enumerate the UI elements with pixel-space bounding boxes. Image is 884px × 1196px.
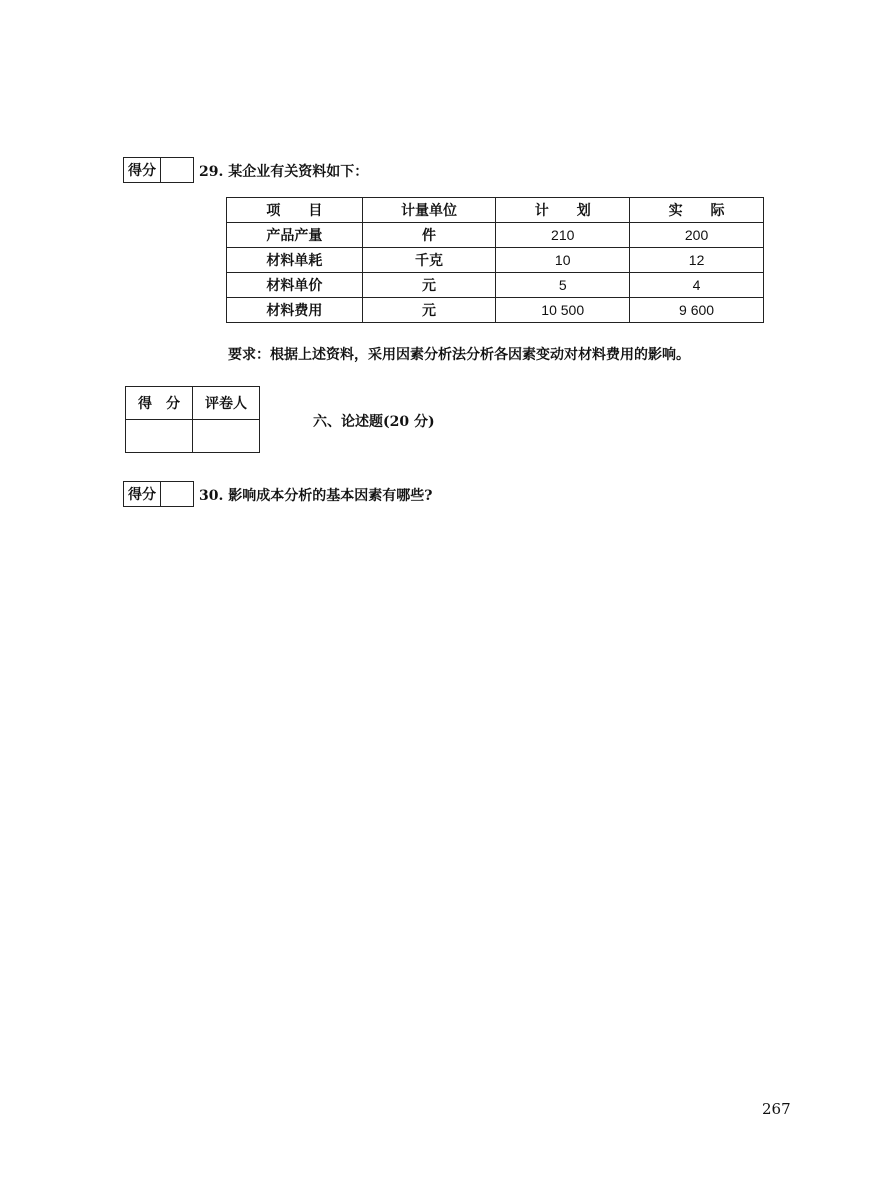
row-unit: 元 bbox=[362, 273, 495, 298]
row-actual: 200 bbox=[630, 223, 764, 248]
q29-requirement: 要求：根据上述资料，采用因素分析法分析各因素变动对材料费用的影响。 bbox=[228, 347, 690, 363]
row-actual: 9 600 bbox=[630, 298, 764, 323]
grader-score-blank bbox=[126, 420, 193, 453]
header-plan: 计 划 bbox=[496, 198, 630, 223]
header-actual: 实 际 bbox=[630, 198, 764, 223]
row-label: 产品产量 bbox=[227, 223, 363, 248]
table-row bbox=[227, 273, 764, 298]
row-label: 材料单价 bbox=[227, 273, 363, 298]
row-plan: 10 500 bbox=[496, 298, 630, 323]
row-plan: 5 bbox=[496, 273, 630, 298]
table-row bbox=[227, 223, 764, 248]
row-plan: 10 bbox=[496, 248, 630, 273]
q29-score-box bbox=[123, 157, 194, 183]
table-row bbox=[227, 298, 764, 323]
header-item: 项 目 bbox=[227, 198, 363, 223]
grader-name-blank bbox=[193, 420, 260, 453]
q29-score-label: 得分 bbox=[124, 158, 161, 182]
row-unit: 千克 bbox=[362, 248, 495, 273]
section-title: 六、论述题(20 分) bbox=[313, 414, 435, 430]
row-unit: 件 bbox=[362, 223, 495, 248]
q30-text: 30. 影响成本分析的基本因素有哪些? bbox=[199, 488, 433, 504]
row-actual: 12 bbox=[630, 248, 764, 273]
table-row bbox=[227, 248, 764, 273]
grader-name-header: 评卷人 bbox=[193, 387, 260, 420]
header-unit: 计量单位 bbox=[362, 198, 495, 223]
grader-box bbox=[125, 386, 260, 453]
grader-score-header: 得 分 bbox=[126, 387, 193, 420]
row-label: 材料费用 bbox=[227, 298, 363, 323]
table-header-row bbox=[227, 198, 764, 223]
q30-score-blank bbox=[161, 482, 193, 506]
row-plan: 210 bbox=[496, 223, 630, 248]
q29-score-blank bbox=[161, 158, 193, 182]
q30-score-label: 得分 bbox=[124, 482, 161, 506]
q29-data-table bbox=[226, 197, 764, 323]
q30-score-box bbox=[123, 481, 194, 507]
row-actual: 4 bbox=[630, 273, 764, 298]
page-number: 267 bbox=[762, 1100, 791, 1118]
row-label: 材料单耗 bbox=[227, 248, 363, 273]
q29-text: 29. 某企业有关资料如下： bbox=[199, 164, 369, 180]
row-unit: 元 bbox=[362, 298, 495, 323]
